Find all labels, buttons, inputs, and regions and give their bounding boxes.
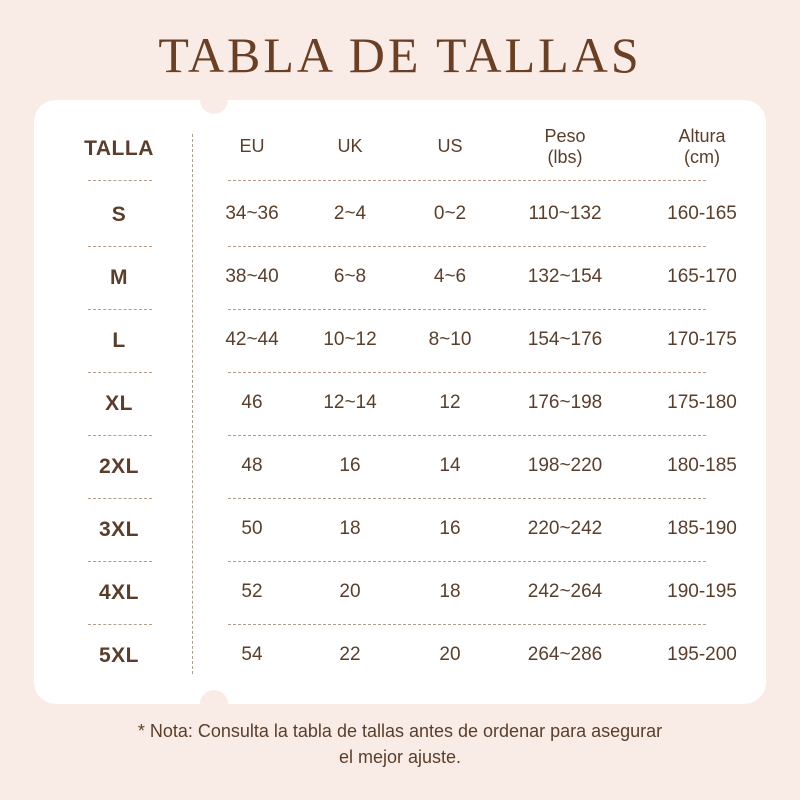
cell-uk: 16	[339, 455, 361, 476]
size-separator	[88, 561, 152, 562]
size-separator	[88, 624, 152, 625]
cell-us: 16	[439, 518, 461, 539]
cell-uk: 18	[339, 518, 361, 539]
header-eu: EU	[239, 136, 265, 156]
cell-altura: 160-165	[667, 203, 737, 224]
cell-eu: 50	[241, 518, 263, 539]
header-us: US	[437, 136, 463, 156]
cell-uk: 6~8	[333, 266, 367, 287]
header-uk: UK	[337, 136, 363, 156]
size-label: 5XL	[98, 644, 139, 667]
size-chart-card	[34, 100, 766, 704]
cell-eu: 54	[241, 644, 263, 665]
cell-eu: 38~40	[225, 266, 279, 287]
row-separator	[228, 246, 706, 247]
cell-peso: 110~132	[528, 203, 602, 224]
size-label: 4XL	[98, 581, 139, 604]
cell-eu: 42~44	[225, 329, 279, 350]
card-notch-top	[200, 86, 228, 114]
header-peso-unit: (lbs)	[547, 147, 583, 167]
row-separator	[228, 561, 706, 562]
cell-altura: 170-175	[667, 329, 737, 350]
header-altura-unit: (cm)	[684, 147, 720, 167]
card-notch-bottom	[200, 690, 228, 718]
row-separator	[228, 180, 706, 181]
row-separator	[228, 435, 706, 436]
size-separator	[88, 309, 152, 310]
cell-us: 14	[439, 455, 461, 476]
size-label: M	[110, 266, 128, 289]
page-title: TABLA DE TALLAS	[158, 27, 642, 83]
cell-peso: 220~242	[527, 518, 603, 539]
size-label: L	[112, 329, 126, 352]
header-altura	[652, 126, 752, 168]
cell-peso: 132~154	[527, 266, 603, 287]
cell-altura: 180-185	[667, 455, 737, 476]
footnote	[0, 718, 800, 770]
cell-us: 12	[439, 392, 461, 413]
cell-uk: 20	[339, 581, 361, 602]
cell-altura: 190-195	[667, 581, 737, 602]
row-separator	[228, 309, 706, 310]
cell-altura: 195-200	[667, 644, 737, 665]
cell-peso: 264~286	[527, 644, 603, 665]
cell-eu: 52	[241, 581, 263, 602]
size-label: 2XL	[98, 455, 139, 478]
cell-peso: 154~176	[527, 329, 603, 350]
row-separator	[228, 372, 706, 373]
cell-eu: 48	[241, 455, 263, 476]
size-separator	[88, 498, 152, 499]
cell-us: 4~6	[433, 266, 467, 287]
cell-uk: 22	[339, 644, 361, 665]
header-talla: TALLA	[84, 137, 154, 160]
cell-altura: 185-190	[667, 518, 737, 539]
row-separator	[228, 624, 706, 625]
row-separator	[228, 498, 706, 499]
size-label: 3XL	[98, 518, 139, 541]
cell-altura: 165-170	[667, 266, 737, 287]
cell-uk: 2~4	[333, 203, 367, 224]
column-divider	[192, 134, 193, 674]
cell-us: 20	[439, 644, 461, 665]
cell-uk: 10~12	[323, 329, 377, 350]
header-peso	[520, 126, 610, 168]
cell-peso: 198~220	[527, 455, 603, 476]
cell-us: 8~10	[428, 329, 472, 350]
header-peso-label: Peso	[544, 126, 586, 146]
size-separator	[88, 180, 152, 181]
cell-altura: 175-180	[667, 392, 737, 413]
cell-peso: 176~198	[527, 392, 603, 413]
cell-us: 0~2	[433, 203, 467, 224]
size-separator	[88, 246, 152, 247]
cell-eu: 34~36	[225, 203, 279, 224]
footnote-line-2: el mejor ajuste.	[338, 747, 462, 767]
size-separator	[88, 435, 152, 436]
size-label: S	[111, 203, 127, 226]
size-label: XL	[105, 392, 133, 415]
header-altura-label: Altura	[678, 126, 726, 146]
cell-uk: 12~14	[323, 392, 377, 413]
footnote-line-1: * Nota: Consulta la tabla de tallas antes de ordenar para asegurar	[137, 721, 663, 741]
cell-peso: 242~264	[527, 581, 603, 602]
cell-eu: 46	[241, 392, 263, 413]
size-separator	[88, 372, 152, 373]
cell-us: 18	[439, 581, 461, 602]
